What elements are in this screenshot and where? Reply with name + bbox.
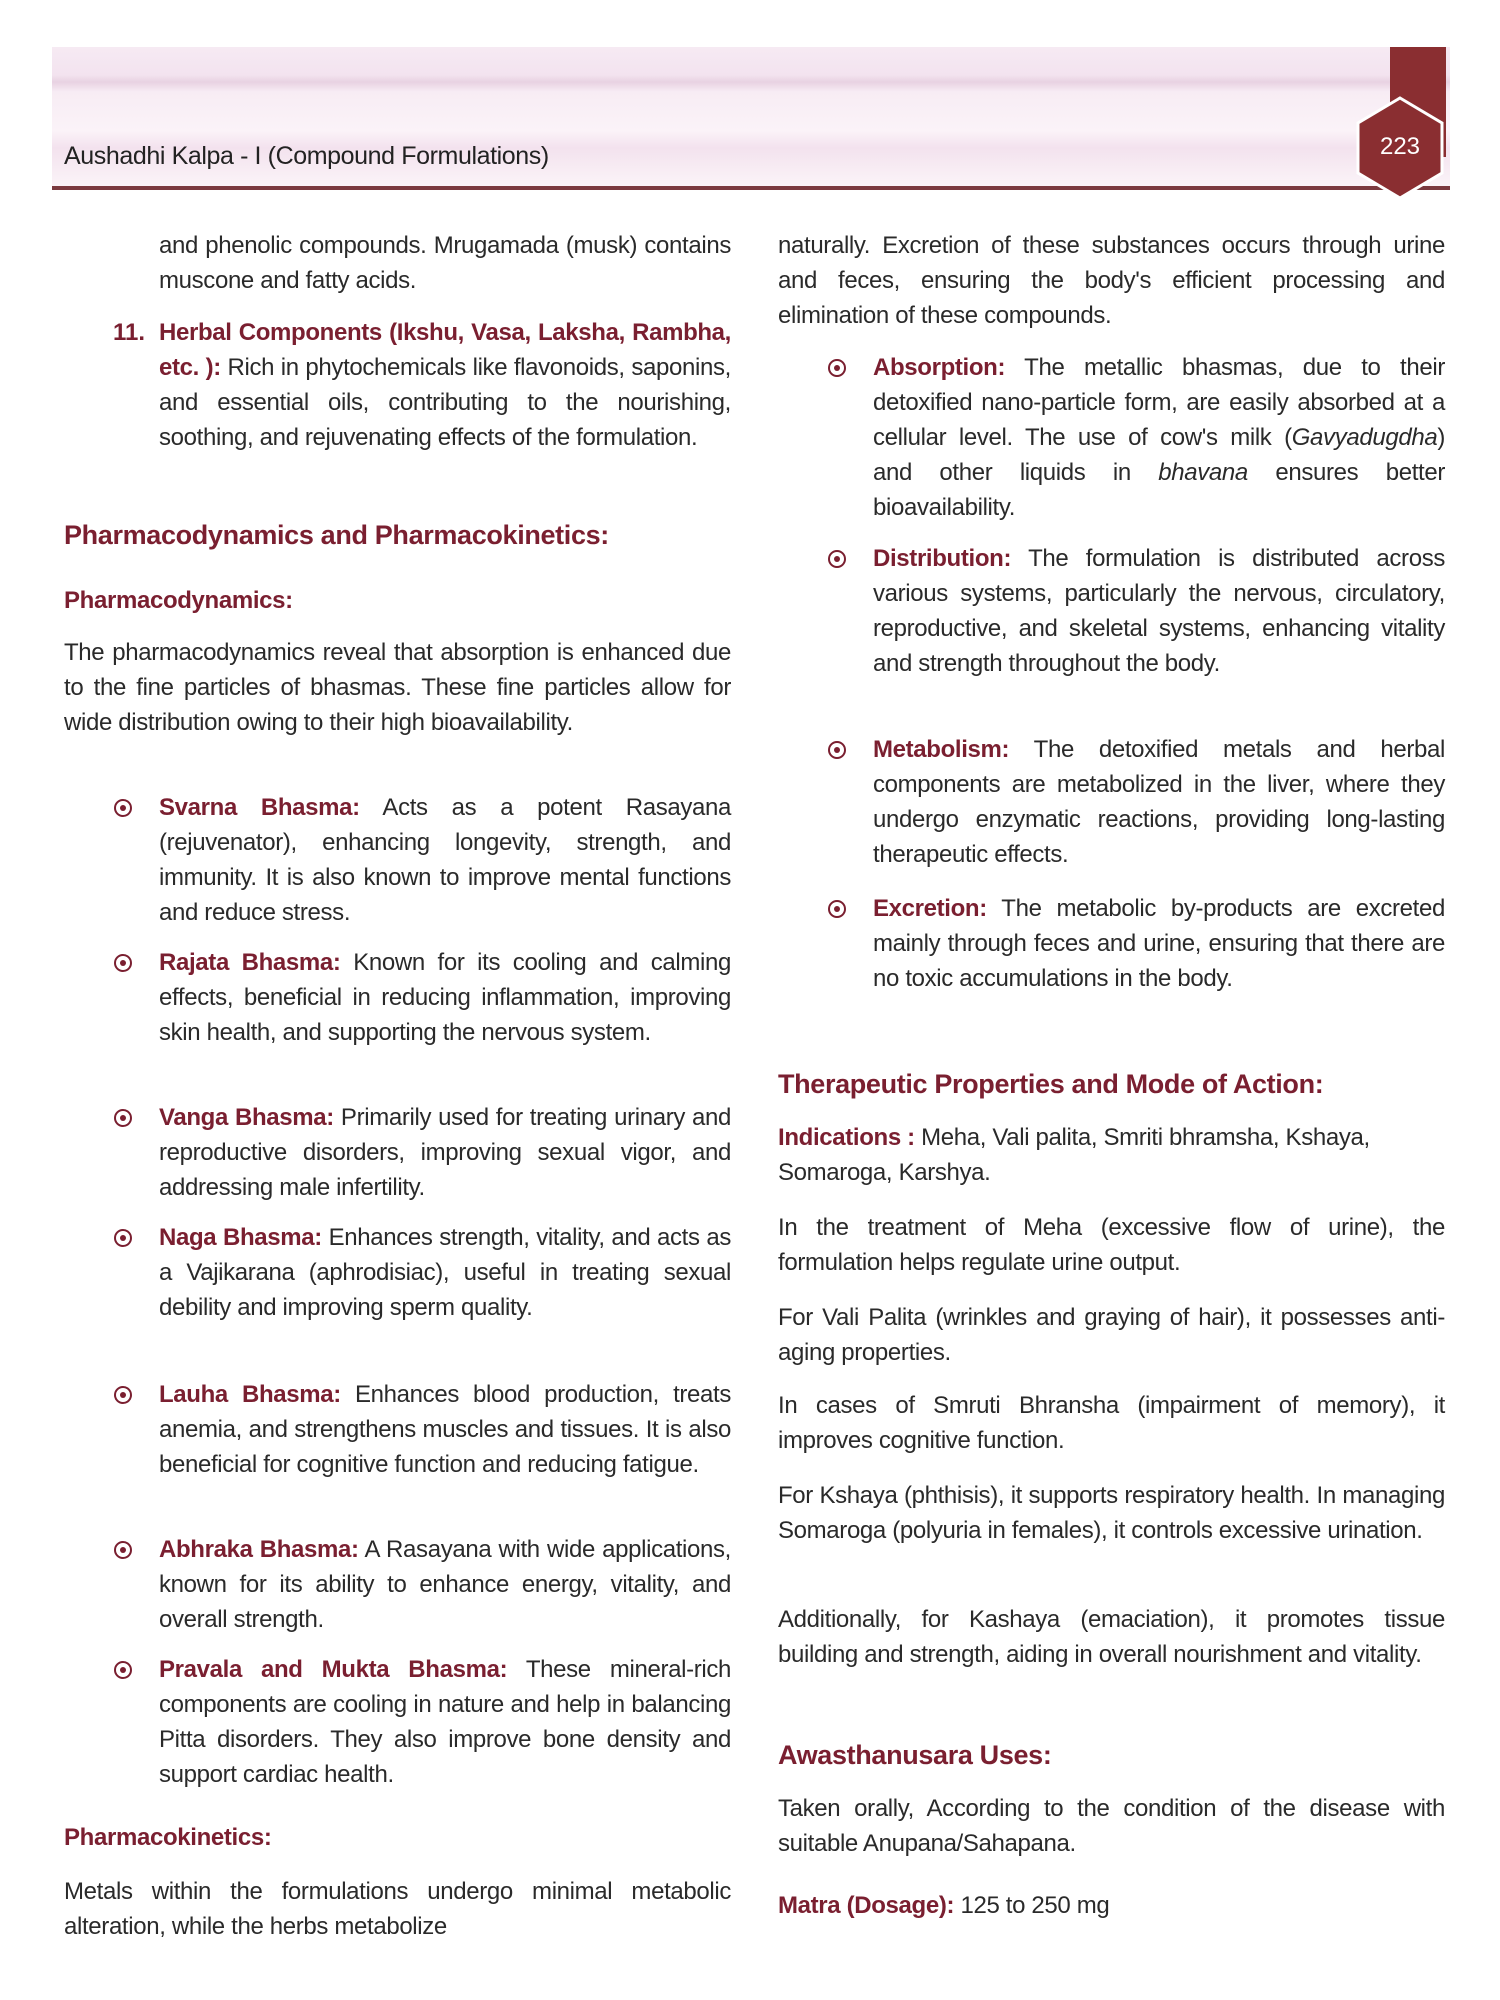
bullet-icon [114,1229,132,1247]
list-item [873,891,1445,996]
term: Distribution: [873,545,1012,572]
paragraph: Metals within the formulations undergo minimal metabolic alteration, while the herbs metabolize [64,1878,731,1940]
bullet-icon [114,799,132,817]
list-item-herbal [159,315,731,455]
bullet-icon [114,954,132,972]
list-item [873,350,1445,525]
desc: A Rasayana with wide applications, known for its ability to enhance energy, vitality, and overall strength. [159,1536,731,1633]
label: Indications : [778,1124,915,1151]
list-item [159,1532,731,1637]
desc-italic: Gavyadugdha [1291,424,1438,451]
subheading: Pharmacokinetics: [64,1824,272,1851]
paragraph: Additionally, for Kashaya (emaciation), it promotes tissue building and strength, aiding in overall nourishment and vitality. [778,1606,1445,1668]
paragraph: For Kshaya (phthisis), it supports respiratory health. In managing Somaroga (polyuria in females), it controls excessive urination. [778,1482,1445,1544]
intro-continuation: and phenolic compounds. Mrugamada (musk) contains muscone and fatty acids. [159,232,731,294]
desc: Enhances blood production, treats anemia, and strengthens muscles and tissues. It is also beneficial for cognitive function and reducing fatigue. [159,1381,731,1478]
header-rule [52,186,1450,190]
paragraph: The pharmacodynamics reveal that absorption is enhanced due to the fine particles of bhasmas. These fine particles allow for wide distribution owing to their high bioavailability. [64,639,731,736]
term: Absorption: [873,354,1006,381]
paragraph: In the treatment of Meha (excessive flow of urine), the formulation helps regulate urine output. [778,1214,1445,1276]
term: Abhraka Bhasma: [159,1536,359,1563]
label: Matra (Dosage): [778,1892,955,1919]
bullet-icon [114,1109,132,1127]
desc-italic: bhavana [1158,459,1248,486]
subheading: Pharmacodynamics: [64,587,293,614]
list-item [159,1100,731,1205]
value: 125 to 250 mg [954,1892,1110,1919]
paragraph: For Vali Palita (wrinkles and graying of hair), it possesses anti-aging properties. [778,1304,1445,1366]
running-title: Aushadhi Kalpa - I (Compound Formulations) [64,142,549,170]
desc: The detoxified metals and herbal components are metabolized in the liver, where they undergo enzymatic reactions, providing long-lasting therapeutic effects. [873,736,1445,868]
value: Meha, Vali palita, Smriti bhramsha, Kshaya, Somaroga, Karshya. [778,1124,1370,1186]
desc: Primarily used for treating urinary and reproductive disorders, improving sexual vigor, and addressing male infertility. [159,1104,732,1201]
term: Excretion: [873,895,987,922]
bullet-icon [828,550,846,568]
term: Vanga Bhasma: [159,1104,334,1131]
term: Metabolism: [873,736,1010,763]
list-item [159,1377,731,1482]
desc: These mineral-rich components are cooling in nature and help in balancing Pitta disorders. They also improve bone density and support cardiac health. [159,1656,732,1788]
list-item [873,732,1445,872]
term: Naga Bhasma: [159,1224,322,1251]
term: Rajata Bhasma: [159,949,341,976]
dosage [778,1888,1445,1923]
desc: The metallic bhasmas, due to their detoxified nano-particle form, are easily absorbed at a cellular level. The use of cow's milk ( [873,354,1445,451]
section-heading: Therapeutic Properties and Mode of Action: [778,1069,1324,1099]
paragraph: Taken orally, According to the condition of the disease with suitable Anupana/Sahapana. [778,1795,1445,1857]
desc: ensures better bioavailability. [873,459,1446,521]
desc: The formulation is distributed across various systems, particularly the nervous, circulatory, reproductive, and skeletal systems, enhancing vitality and strength throughout the body. [873,545,1445,677]
list-item [159,945,731,1050]
desc: Acts as a potent Rasayana (rejuvenator), enhancing longevity, strength, and immunity. It is also known to improve mental functions and reduce stress. [159,794,731,926]
indications [778,1120,1445,1190]
list-item [159,1652,731,1792]
bullet-icon [114,1541,132,1559]
term: Lauha Bhasma: [159,1381,341,1408]
desc: Known for its cooling and calming effects, beneficial in reducing inflammation, improving skin health, and supporting the nervous system. [159,949,732,1046]
term: Herbal Components (Ikshu, Vasa, Laksha, Rambha, etc. ): [159,319,731,381]
desc: ) and other liquids in [873,424,1445,486]
bullet-icon [828,741,846,759]
list-item [159,790,731,930]
term: Svarna Bhasma: [159,794,360,821]
desc: Rich in phytochemicals like flavonoids, saponins, and essential oils, contributing to the nourishing, soothing, and rejuvenating effects of the formulation. [159,354,731,451]
bullet-icon [828,359,846,377]
list-item [159,1220,731,1325]
section-heading: Pharmacodynamics and Pharmacokinetics: [64,520,609,550]
bullet-icon [828,900,846,918]
list-item [873,541,1445,681]
bullet-icon [114,1386,132,1404]
bullet-icon [114,1661,132,1679]
list-number: 11. [113,319,146,346]
desc: The metabolic by-products are excreted mainly through feces and urine, ensuring that there are no toxic accumulations in the body. [873,895,1445,992]
paragraph: In cases of Smruti Bhransha (impairment of memory), it improves cognitive function. [778,1392,1445,1454]
term: Pravala and Mukta Bhasma: [159,1656,508,1683]
paragraph: naturally. Excretion of these substances occurs through urine and feces, ensuring the body's efficient processing and elimination of these compounds. [778,232,1445,329]
section-heading: Awasthanusara Uses: [778,1740,1052,1770]
desc: Enhances strength, vitality, and acts as a Vajikarana (aphrodisiac), useful in treating sexual debility and improving sperm quality. [159,1224,732,1321]
page-number: 223 [1379,133,1421,160]
